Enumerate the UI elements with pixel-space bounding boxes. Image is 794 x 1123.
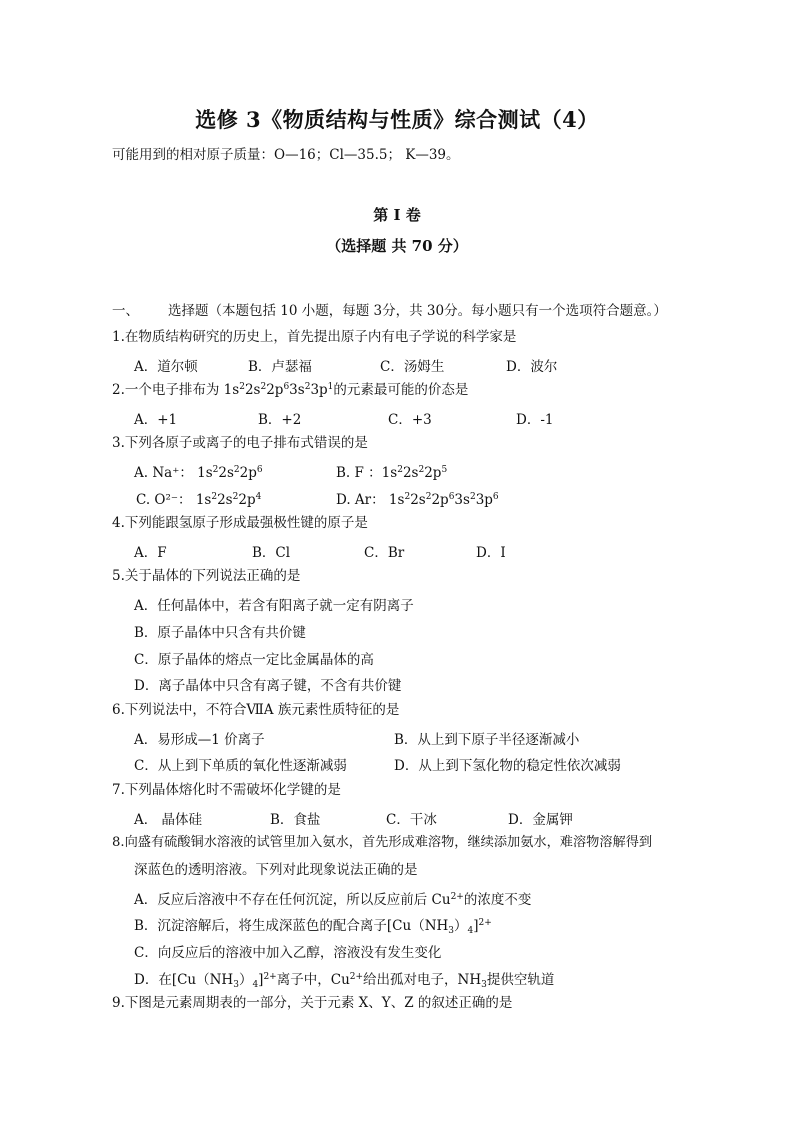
atomic-mass-note: 可能用到的相对原子质量：O—16；Cl—35.5； K—39。 xyxy=(112,147,460,163)
q4-option-d: D．I xyxy=(476,545,506,561)
question-8-stem-line1: 8.向盛有硫酸铜水溶液的试管里加入氨水，首先形成难溶物，继续添加氨水，难溶物溶解得到 xyxy=(112,835,653,850)
question-4-stem: 4.下列能跟氢原子形成最强极性键的原子是 xyxy=(112,515,368,531)
volume-label: 第 I 卷 xyxy=(373,206,421,224)
question-8-stem-line2: 深蓝色的透明溶液。下列对此现象说法正确的是 xyxy=(134,862,418,878)
page-title: 选修 3《物质结构与性质》综合测试（4） xyxy=(195,107,599,132)
question-5-stem: 5.关于晶体的下列说法正确的是 xyxy=(112,568,301,584)
q3-option-b: B. F ：$1s^22s^22p^5$ xyxy=(336,465,448,481)
q2-option-d: D．-1 xyxy=(516,412,554,428)
section-number: 一、 xyxy=(112,303,139,319)
q4-option-c: C．Br xyxy=(364,545,405,561)
question-7-stem: 7.下列晶体熔化时不需破坏化学键的是 xyxy=(112,782,341,798)
q1-option-c: C．汤姆生 xyxy=(380,359,445,375)
q5-option-d: D．离子晶体中只含有离子键，不含有共价键 xyxy=(134,678,402,694)
q5-option-b: B．原子晶体中只含有共价键 xyxy=(134,625,306,641)
q3-option-a: A. Na⁺： $1s^22s^22p^6$ xyxy=(134,465,263,481)
q1-option-d: D．波尔 xyxy=(506,359,558,375)
q3-option-d: D. Ar： $1s^22s^22p^63s^23p^6$ xyxy=(336,492,499,508)
q5-option-a: A．任何晶体中，若含有阳离子就一定有阴离子 xyxy=(134,598,414,614)
q1-option-a: A．道尔顿 xyxy=(134,359,198,375)
question-3-stem: 3.下列各原子或离子的电子排布式错误的是 xyxy=(112,435,368,451)
q8-option-b: B．沉淀溶解后，将生成深蓝色的配合离子$[Cu(NH_3)_4]^{2+}$ xyxy=(134,918,492,936)
question-6-stem: 6.下列说法中，不符合ⅦA 族元素性质特征的是 xyxy=(112,702,400,718)
q2-option-b: B．+2 xyxy=(258,412,302,428)
section-instruction: 选择题（本题包括 10 小题，每题 3分，共 30分。每小题只有一个选项符合题意。） xyxy=(168,303,667,319)
q1-option-b: B．卢瑟福 xyxy=(248,359,312,375)
q2-option-c: C．+3 xyxy=(388,412,432,428)
q5-option-c: C．原子晶体的熔点一定比金属晶体的高 xyxy=(134,652,374,668)
volume-subtitle: （选择题 共 70 分） xyxy=(326,237,468,255)
q6-option-a: A．易形成—1 价离子 xyxy=(134,732,265,748)
q6-option-c: C．从上到下单质的氧化性逐渐减弱 xyxy=(134,758,347,774)
q7-option-a: A． 晶体硅 xyxy=(134,812,203,828)
q8-option-a: A．反应后溶液中不存在任何沉淀，所以反应前后 $Cu^{2+}$的浓度不变 xyxy=(134,892,532,908)
question-2-stem: 2.一个电子排布为 $1s^22s^22p^63s^23p^1$的元素最可能的价态是 xyxy=(112,382,469,398)
q8-option-d: D．在$[Cu(NH_3)_4]^{2+}$离子中，$Cu^{2+}$给出孤对电子，$NH_3$提供空轨道 xyxy=(134,972,555,990)
q7-option-d: D．金属钾 xyxy=(508,812,573,828)
q4-option-a: A．F xyxy=(134,545,167,561)
q8-option-c: C．向反应后的溶液中加入乙醇，溶液没有发生变化 xyxy=(134,945,442,961)
question-1-stem: 1.在物质结构研究的历史上，首先提出原子内有电子学说的科学家是 xyxy=(112,329,517,345)
q3-option-c: C. O²⁻： $1s^22s^22p^4$ xyxy=(136,492,262,508)
q6-option-d: D．从上到下氢化物的稳定性依次减弱 xyxy=(394,758,621,774)
q2-option-a: A．+1 xyxy=(134,412,178,428)
question-9-stem: 9.下图是元素周期表的一部分，关于元素 X、Y、Z 的叙述正确的是 xyxy=(112,995,513,1011)
q6-option-b: B．从上到下原子半径逐渐减小 xyxy=(394,732,580,748)
q7-option-c: C．干冰 xyxy=(386,812,437,828)
q7-option-b: B．食盐 xyxy=(270,812,321,828)
q4-option-b: B．Cl xyxy=(252,545,291,561)
